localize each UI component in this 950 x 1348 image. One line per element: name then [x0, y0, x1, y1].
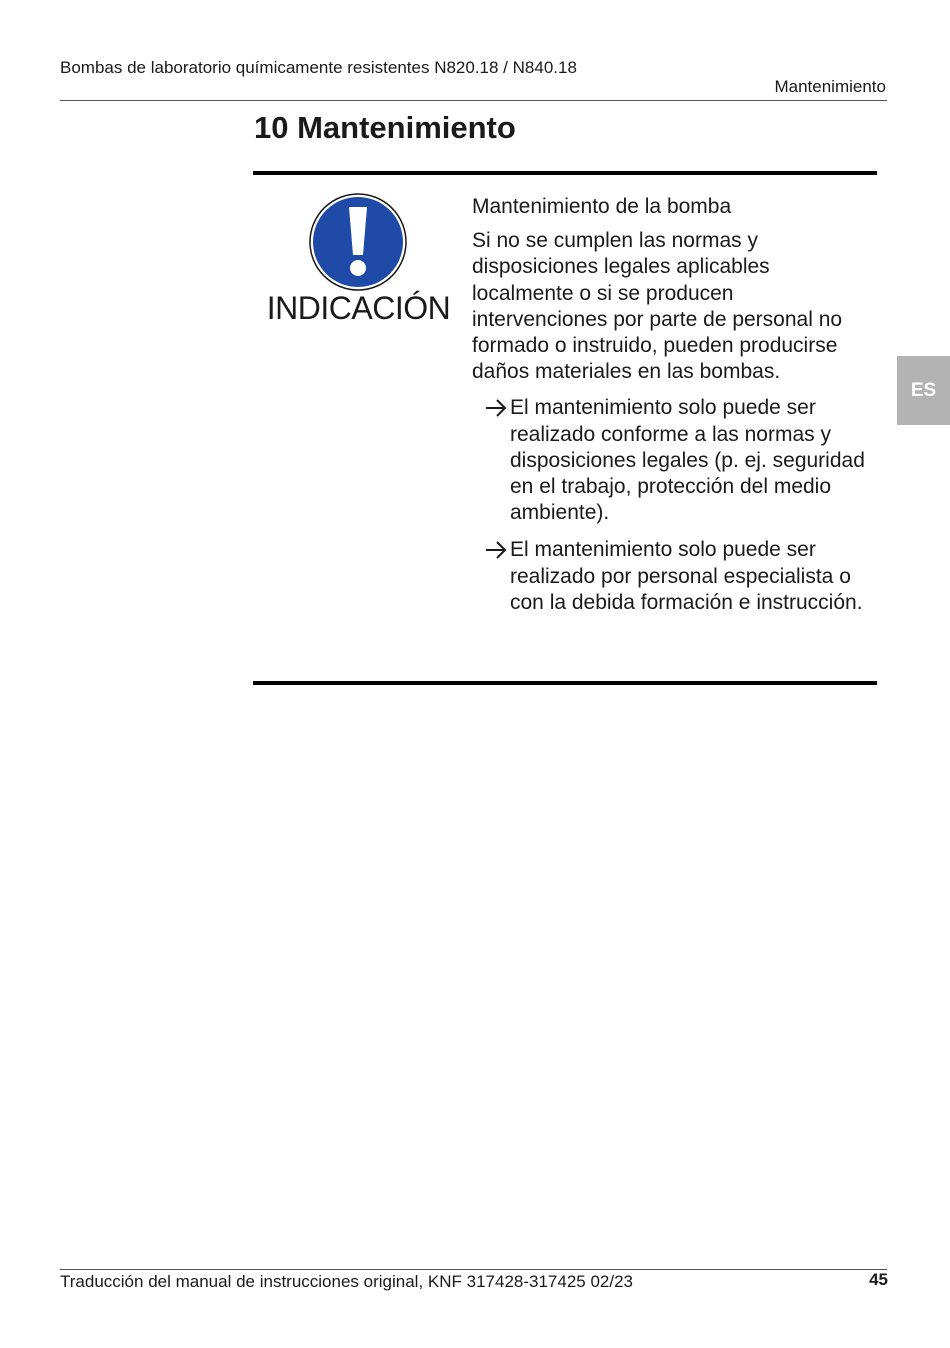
page-number: 45: [869, 1270, 888, 1289]
notice-heading: Mantenimiento de la bomba: [472, 195, 732, 218]
instruction-item: [472, 537, 872, 616]
notice-signal-word: INDICACIÓN: [266, 290, 451, 326]
arrow-right-icon: [484, 537, 510, 570]
header-section-title: Mantenimiento: [774, 77, 886, 96]
header-divider: [60, 100, 887, 101]
footer-divider: [60, 1269, 887, 1270]
exclamation-circle-icon: [309, 193, 407, 291]
arrow-right-icon: [484, 395, 510, 428]
instruction-item: [472, 395, 872, 526]
notice-text: Si no se cumplen las normas y disposiciones legales aplicables localmente o si se producen intervenciones por parte de personal no formado o instruido, pueden producirse daños materiales en las bombas.: [472, 229, 843, 384]
notice-body: [472, 194, 872, 627]
header-document-title: Bombas de laboratorio químicamente resistentes N820.18 / N840.18: [60, 58, 577, 77]
instruction-text: El mantenimiento solo puede ser realizado por personal especialista o con la debida formación e instrucción.: [510, 538, 863, 614]
chapter-title: 10 Mantenimiento: [254, 110, 516, 145]
footer-text: Traducción del manual de instrucciones original, KNF 317428-317425 02/23: [60, 1272, 634, 1291]
instruction-text: El mantenimiento solo puede ser realizado conforme a las normas y disposiciones legales (p. ej. seguridad en el trabajo, protección del medio ambiente).: [510, 396, 865, 525]
language-tab: ES: [897, 356, 950, 425]
notice-bottom-rule: [253, 681, 877, 685]
notice-top-rule: [253, 171, 877, 175]
